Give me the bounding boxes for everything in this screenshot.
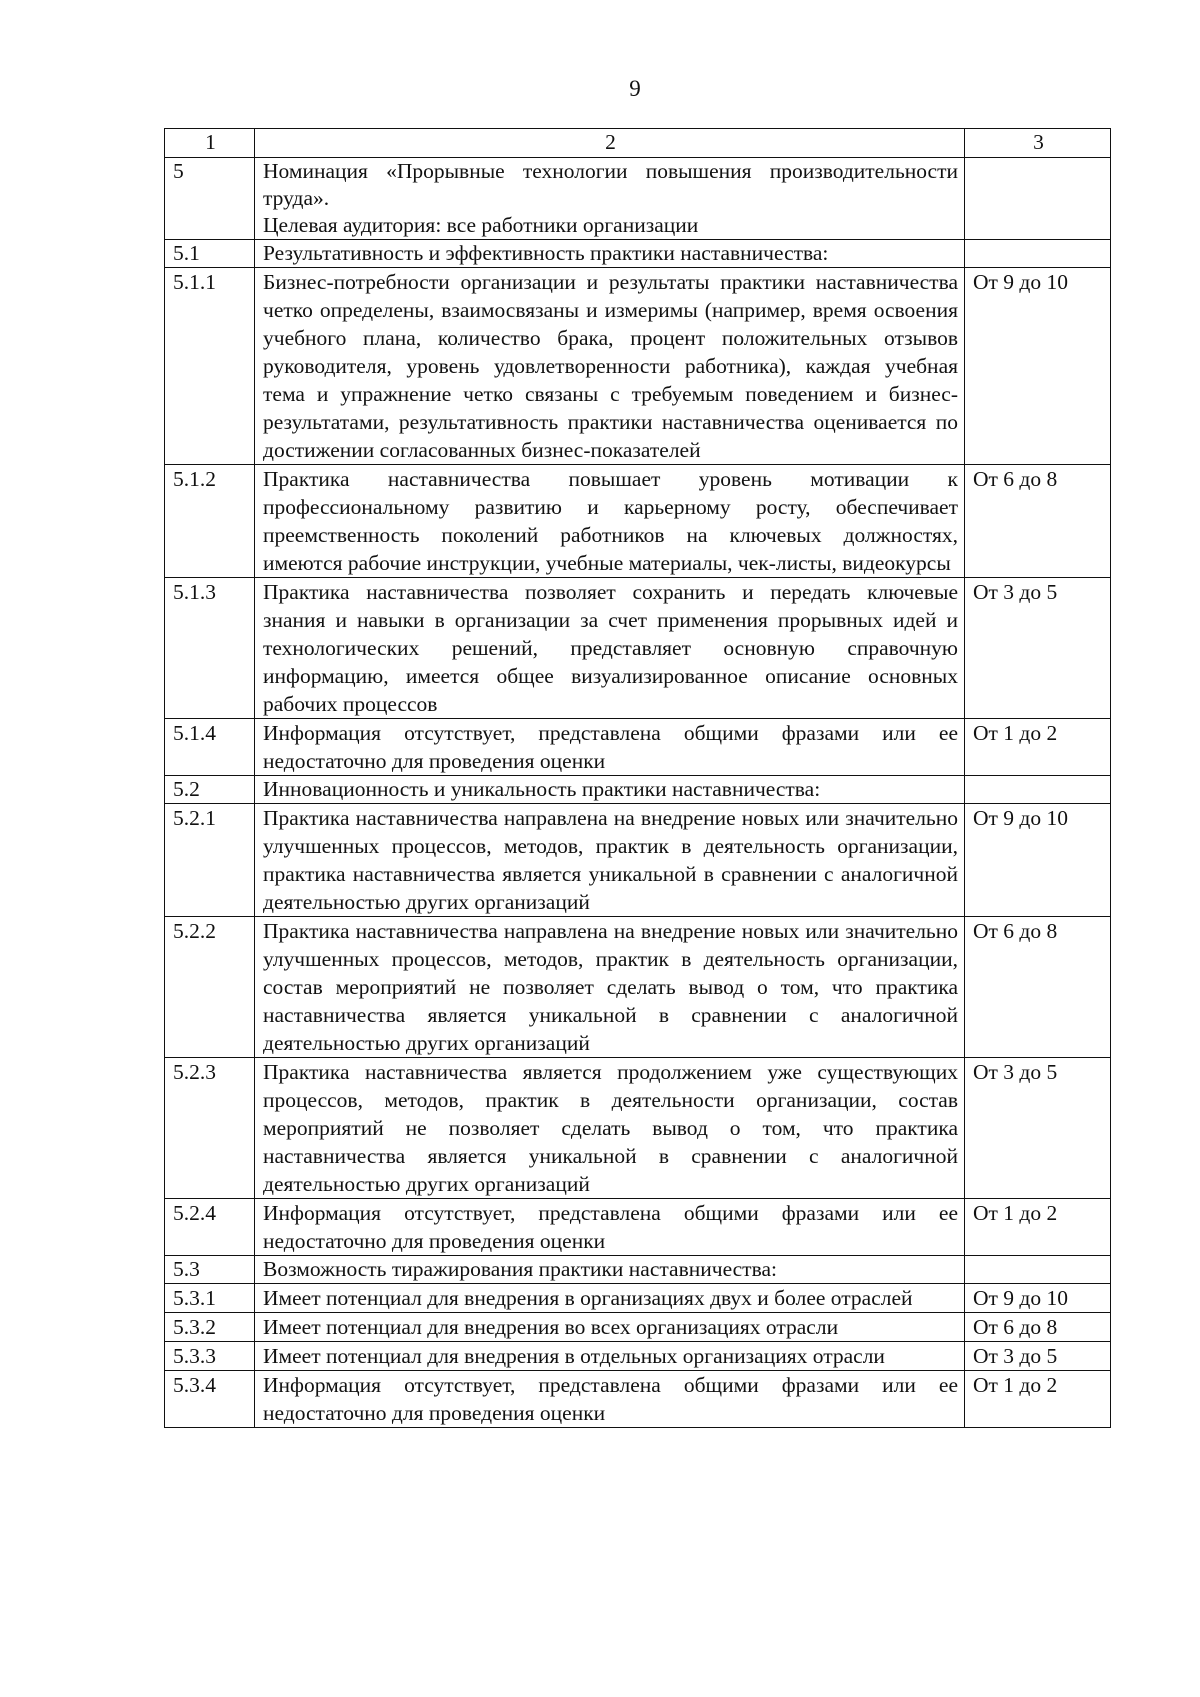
- row-description: Практика наставничества направлена на внедрение новых или значительно улучшенных процессов, методов, практик в деятельность организации, практика наставничества является уникальной в сравнении с аналогичной деятельностью других организаций: [255, 804, 965, 917]
- row-description: Практика наставничества повышает уровень мотивации к профессиональному развитию и карьерному росту, обеспечивает преемственность поколений работников на ключевых должностях, имеются рабочие инструкции, учебные материалы, чек-листы, видеокурсы: [255, 465, 965, 578]
- section-row: [165, 776, 1111, 804]
- header-cell-1: 1: [165, 129, 255, 158]
- row-score: [965, 158, 1111, 240]
- row-description: Информация отсутствует, представлена общими фразами или ее недостаточно для проведения оценки: [255, 1371, 965, 1428]
- row-description: Имеет потенциал для внедрения во всех организациях отрасли: [255, 1313, 965, 1342]
- criteria-row: [165, 1371, 1111, 1428]
- criteria-row: [165, 1313, 1111, 1342]
- criteria-row: [165, 804, 1111, 917]
- row-score: От 1 до 2: [965, 1199, 1111, 1256]
- row-number: 5.3.2: [165, 1313, 255, 1342]
- row-number: 5.2.2: [165, 917, 255, 1058]
- section-row: [165, 240, 1111, 268]
- row-score: От 3 до 5: [965, 578, 1111, 719]
- criteria-row: [165, 1342, 1111, 1371]
- row-number: 5.2: [165, 776, 255, 804]
- row-number: 5.2.3: [165, 1058, 255, 1199]
- row-description: Имеет потенциал для внедрения в отдельных организациях отрасли: [255, 1342, 965, 1371]
- row-score: От 1 до 2: [965, 1371, 1111, 1428]
- row-score: От 1 до 2: [965, 719, 1111, 776]
- row-description: Практика наставничества является продолжением уже существующих процессов, методов, практик в деятельности организации, состав мероприятий не позволяет сделать вывод о том, что практика наставничества является уникальной в сравнении с аналогичной деятельностью других организаций: [255, 1058, 965, 1199]
- page-number: 9: [629, 76, 641, 101]
- row-description: Возможность тиражирования практики наставничества:: [255, 1256, 965, 1284]
- row-description: Номинация «Прорывные технологии повышения производительности труда». Целевая аудитория: все работники организации: [255, 158, 965, 240]
- table-header-row: [165, 129, 1111, 158]
- row-score: От 3 до 5: [965, 1342, 1111, 1371]
- row-number: 5: [165, 158, 255, 240]
- header-cell-2: 2: [255, 129, 965, 158]
- row-number: 5.2.4: [165, 1199, 255, 1256]
- row-number: 5.1.1: [165, 268, 255, 465]
- section-row: [165, 158, 1111, 240]
- criteria-table: [164, 128, 1111, 1428]
- criteria-row: [165, 1284, 1111, 1313]
- row-number: 5.2.1: [165, 804, 255, 917]
- row-description: Практика наставничества направлена на внедрение новых или значительно улучшенных процессов, методов, практик в деятельность организации, состав мероприятий не позволяет сделать вывод о том, что практика наставничества является уникальной в сравнении с аналогичной деятельностью других организаций: [255, 917, 965, 1058]
- row-score: От 6 до 8: [965, 1313, 1111, 1342]
- row-description: Инновационность и уникальность практики наставничества:: [255, 776, 965, 804]
- criteria-row: [165, 578, 1111, 719]
- row-number: 5.3.1: [165, 1284, 255, 1313]
- criteria-row: [165, 1058, 1111, 1199]
- row-score: От 6 до 8: [965, 465, 1111, 578]
- row-description: Информация отсутствует, представлена общими фразами или ее недостаточно для проведения оценки: [255, 719, 965, 776]
- row-score: [965, 776, 1111, 804]
- row-score: От 9 до 10: [965, 268, 1111, 465]
- row-description: Результативность и эффективность практики наставничества:: [255, 240, 965, 268]
- row-number: 5.3.3: [165, 1342, 255, 1371]
- row-number: 5.1.4: [165, 719, 255, 776]
- criteria-row: [165, 268, 1111, 465]
- criteria-row: [165, 917, 1111, 1058]
- criteria-row: [165, 1199, 1111, 1256]
- row-description: Информация отсутствует, представлена общими фразами или ее недостаточно для проведения оценки: [255, 1199, 965, 1256]
- row-description: Практика наставничества позволяет сохранить и передать ключевые знания и навыки в организации за счет применения прорывных идей и технологических решений, представляет основную справочную информацию, имеется общее визуализированное описание основных рабочих процессов: [255, 578, 965, 719]
- row-score: От 9 до 10: [965, 804, 1111, 917]
- row-description: Имеет потенциал для внедрения в организациях двух и более отраслей: [255, 1284, 965, 1313]
- row-number: 5.1: [165, 240, 255, 268]
- row-number: 5.3.4: [165, 1371, 255, 1428]
- row-score: От 6 до 8: [965, 917, 1111, 1058]
- table-body: [165, 129, 1111, 1428]
- header-cell-3: 3: [965, 129, 1111, 158]
- row-description: Бизнес-потребности организации и результаты практики наставничества четко определены, взаимосвязаны и измеримы (например, время освоения учебного плана, количество брака, процент положительных отзывов руководителя, уровень удовлетворенности работника), каждая учебная тема и упражнение четко связаны с требуемым поведением и бизнес-результатами, результативность практики наставничества оценивается по достижении согласованных бизнес-показателей: [255, 268, 965, 465]
- section-row: [165, 1256, 1111, 1284]
- row-score: [965, 1256, 1111, 1284]
- row-score: От 3 до 5: [965, 1058, 1111, 1199]
- row-score: От 9 до 10: [965, 1284, 1111, 1313]
- row-number: 5.1.2: [165, 465, 255, 578]
- criteria-row: [165, 719, 1111, 776]
- row-number: 5.3: [165, 1256, 255, 1284]
- criteria-row: [165, 465, 1111, 578]
- row-number: 5.1.3: [165, 578, 255, 719]
- row-score: [965, 240, 1111, 268]
